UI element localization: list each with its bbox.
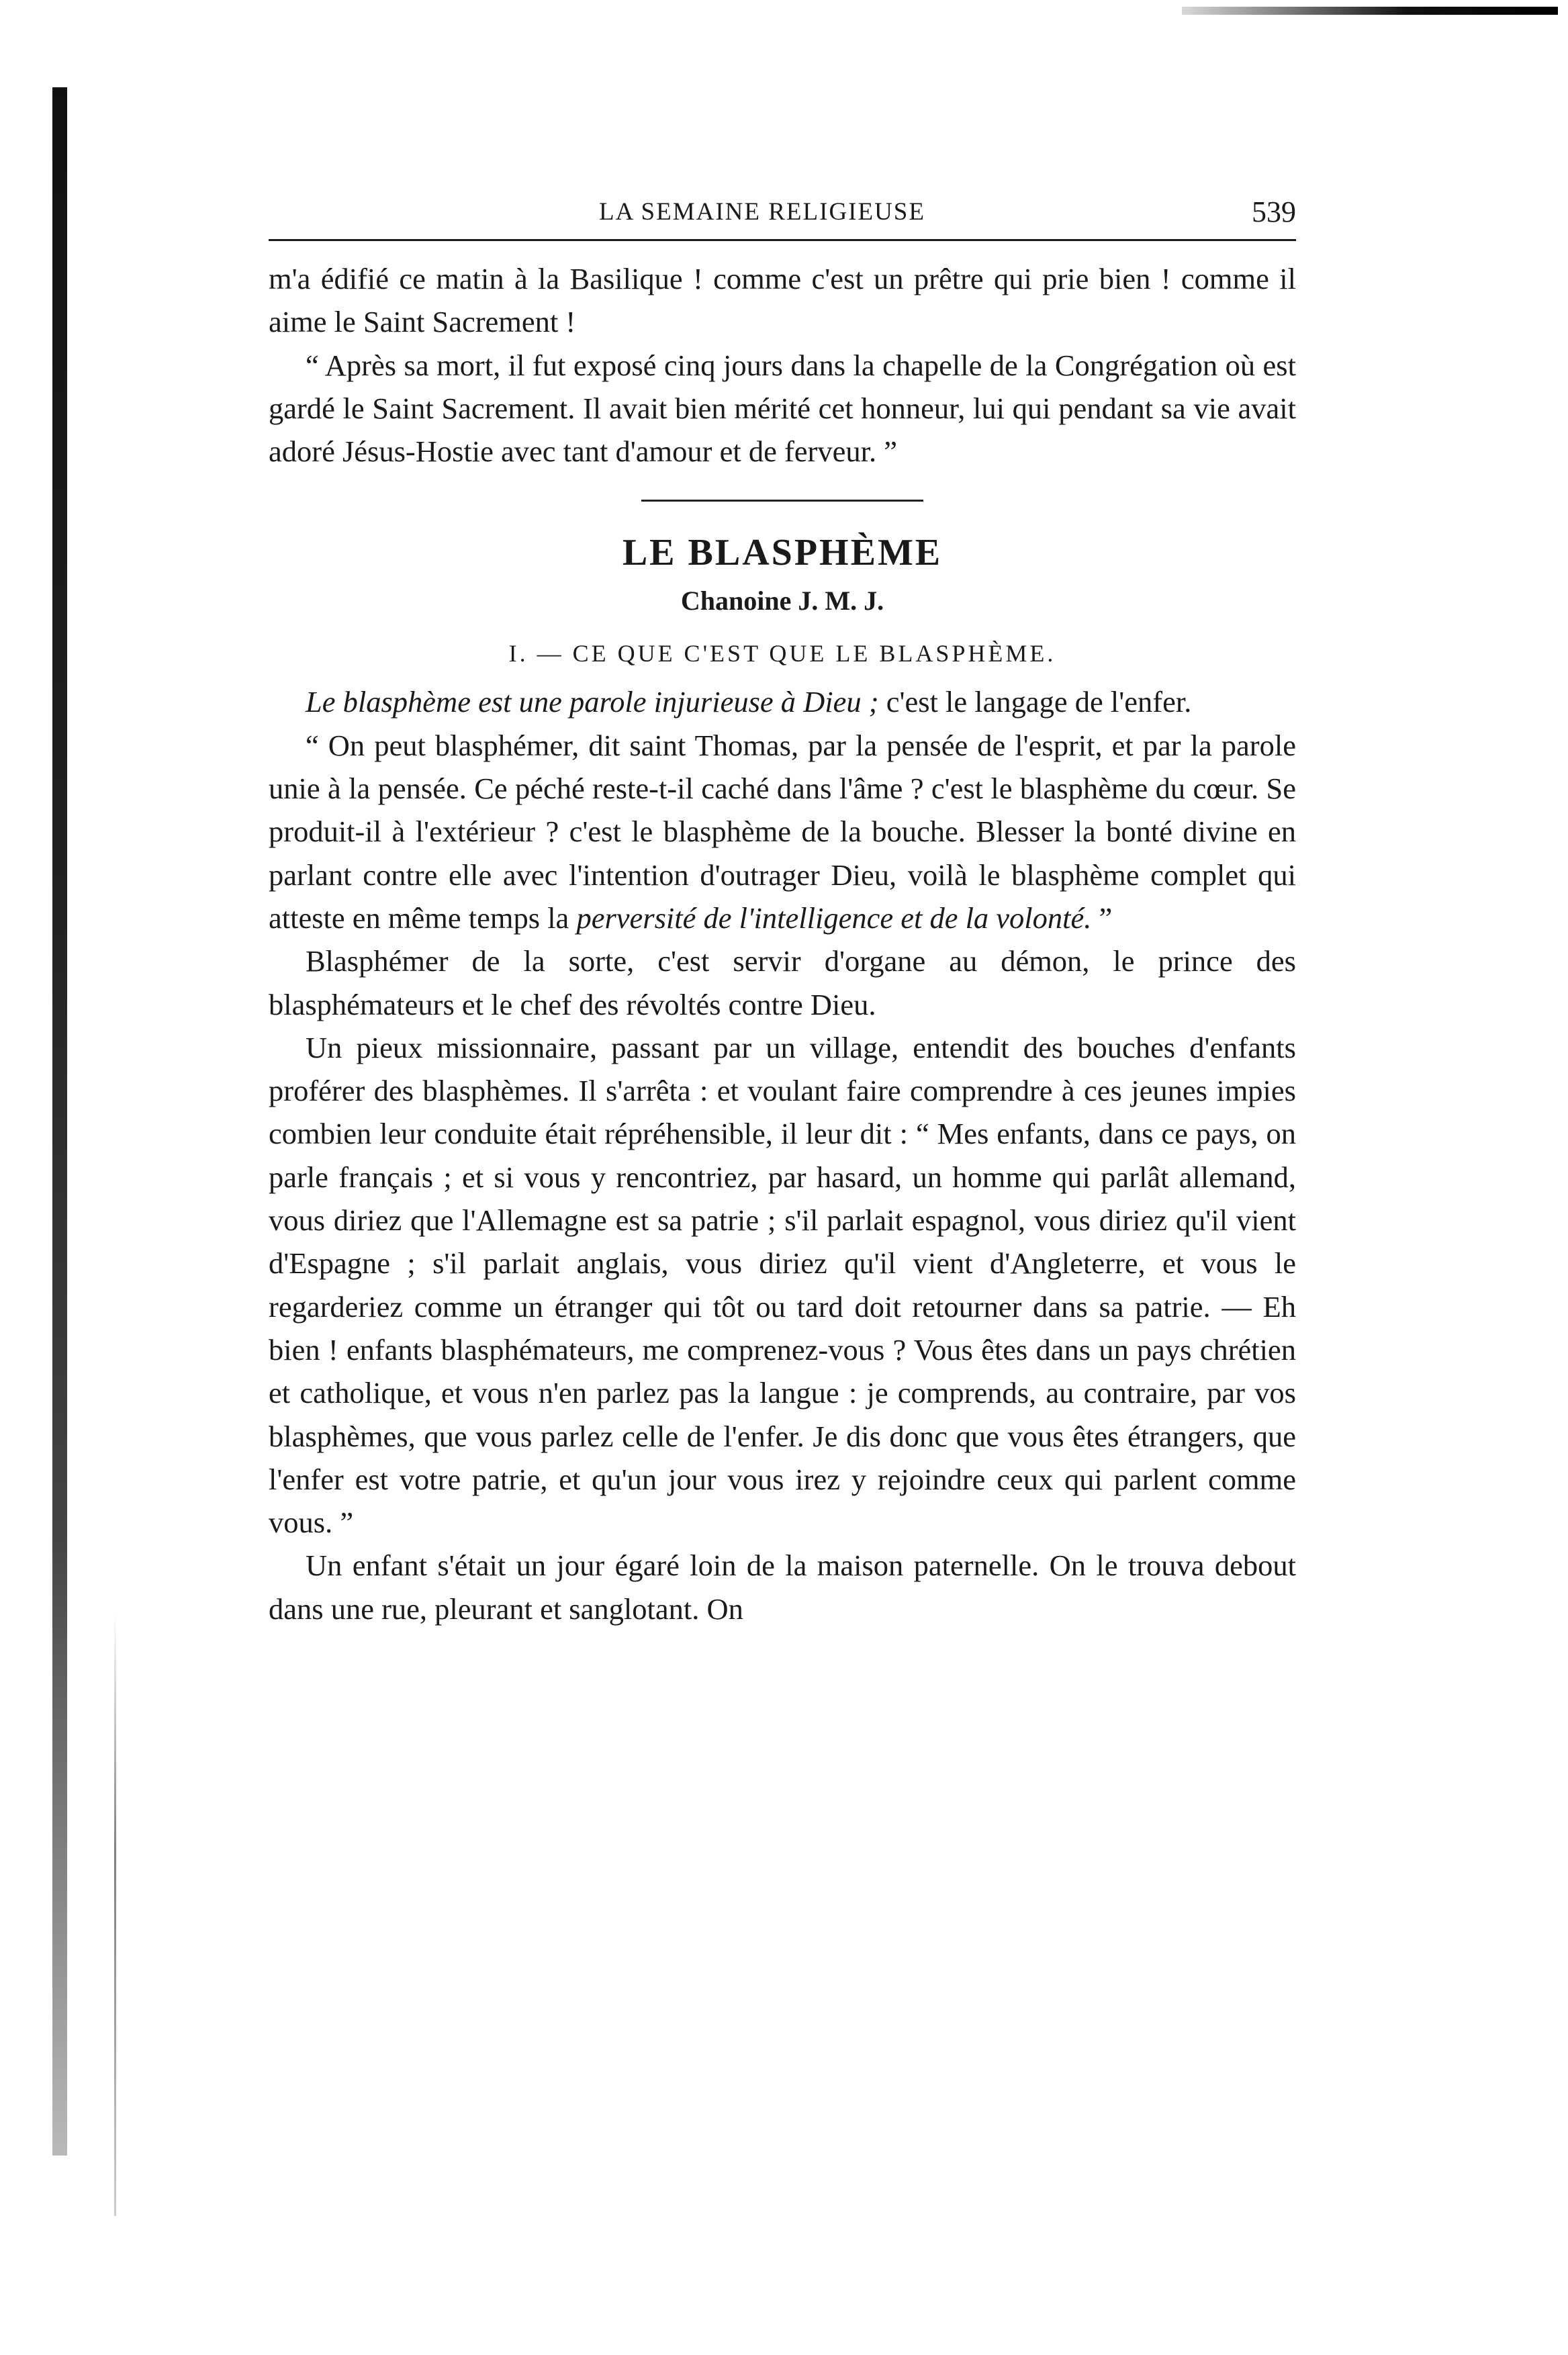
header-rule xyxy=(269,239,1296,241)
child-paragraph: Un enfant s'était un jour égaré loin de la maison paternelle. On le trouva debout dans une rue, pleurant et sanglotant. On xyxy=(269,1549,1296,1626)
page-number: 539 xyxy=(1252,195,1296,228)
thomas-quote-paragraph xyxy=(269,724,1296,939)
page xyxy=(269,195,1296,1630)
scan-edge-left-thin xyxy=(114,1612,116,2216)
scan-edge-top xyxy=(1182,7,1558,15)
missionary-paragraph: Un pieux missionnaire, passant par un village, entendit des bouches d'enfants proférer des blasphèmes. Il s'arrêta : et voulant faire comprendre à ces jeunes impies combien leur conduite était répréhensible, il leur dit : “ Mes enfants, dans ce pays, on parle français ; et si vous y rencontriez, par hasard, un homme qui parlât allemand, vous diriez que l'Allemagne est sa patrie ; s'il parlait espagnol, vous diriez qu'il vient d'Espagne ; s'il parlait anglais, vous diriez qu'il vient d'Angleterre, et vous le regarderiez comme un étranger qui tôt ou tard doit retourner dans sa patrie. — Eh bien ! enfants blasphémateurs, me comprenez-vous ? Vous êtes dans un pays chrétien et catholique, et vous n'en parlez pas la langue : je comprends, au contraire, par vos blasphèmes, que vous parlez celle de l'enfer. Je dis donc que vous êtes étrangers, que l'enfer est votre patrie, et qu'un jour vous irez y rejoindre ceux qui parlent comme vous. ” xyxy=(269,1030,1296,1540)
definition-italic: Le blasphème est une parole injurieuse à Dieu ; xyxy=(306,685,879,719)
section-heading: I. — CE QUE C'EST QUE LE BLASPHÈME. xyxy=(508,640,1056,667)
scan-edge-left xyxy=(52,87,67,2156)
prev-article-paragraph-2: “ Après sa mort, il fut exposé cinq jours dans la chapelle de la Congrégation où est gardé le Saint Sacrement. Il avait bien mérité cet honneur, lui qui pendant sa vie avait adoré Jésus-Hostie avec tant d'amour et de ferveur. ” xyxy=(269,348,1296,469)
article-title: LE BLASPHÈME xyxy=(622,532,943,574)
definition-rest: c'est le langage de l'enfer. xyxy=(878,685,1192,719)
running-title: LA SEMAINE RELIGIEUSE xyxy=(599,198,925,226)
running-head xyxy=(269,195,1296,232)
demon-paragraph: Blasphémer de la sorte, c'est servir d'organe au démon, le prince des blasphémateurs et le chef des révoltés contre Dieu. xyxy=(269,944,1296,1021)
body-text xyxy=(269,257,1296,1630)
prev-article-paragraph-1: m'a édifié ce matin à la Basilique ! comme c'est un prêtre qui prie bien ! comme il aime le Saint Sacrement ! xyxy=(269,262,1296,339)
thomas-quote-end: ” xyxy=(1091,901,1113,935)
article-author: Chanoine J. M. J. xyxy=(680,586,884,616)
section-divider xyxy=(641,500,923,502)
thomas-quote-italic: perversité de l'intelligence et de la volonté. xyxy=(576,901,1092,935)
thomas-quote-start: “ On peut blasphémer, dit saint Thomas, par la pensée de l'esprit, et par la parole unie à la pensée. Ce péché reste-t-il caché dans l'âme ? c'est le blasphème du cœur. Se produit-il à l'extérieur ? c'est le blasphème de la bouche. Blesser la bonté divine en parlant contre elle avec l'intention d'outrager Dieu, voilà le blasphème complet qui atteste en même temps la xyxy=(269,728,1296,935)
definition-paragraph xyxy=(269,680,1296,723)
